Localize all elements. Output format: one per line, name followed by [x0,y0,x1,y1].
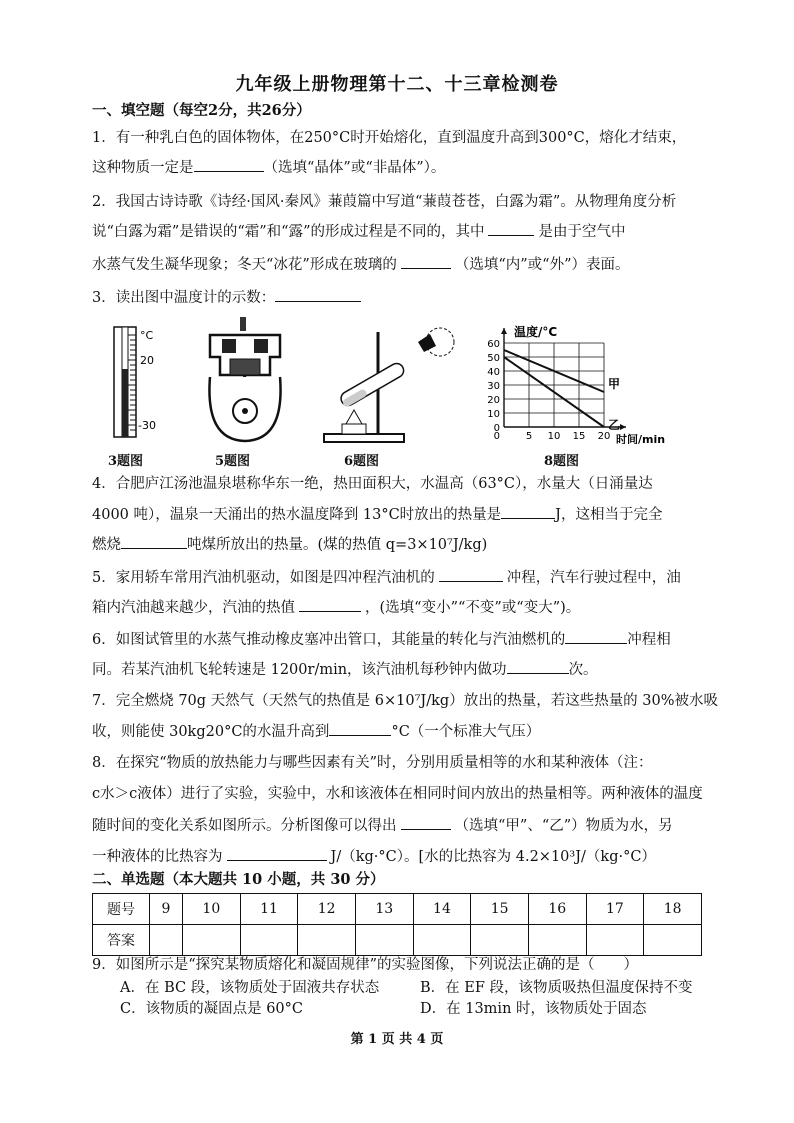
thermometer-tick-top: 20 [140,354,154,367]
q8-line3 [92,815,702,836]
q6-text-d: 次。 [568,662,598,678]
q8-text-c: 一种液体的比热容为 [92,849,223,865]
x-axis-label: 时间/min [616,433,666,444]
answer-table-header-answer: 答案 [93,925,150,956]
rubber-stopper [418,334,436,352]
y-axis-label: 温度/°C [514,325,558,339]
q2-text-c: 水蒸气发生凝华现象；冬天“冰花”形成在玻璃的 [92,257,397,273]
answer-cell-10[interactable] [183,925,241,956]
q9-stem: 9．如图所示是“探究某物质熔化和凝固规律”的实验图像，下列说法正确的是（ ） [92,957,639,973]
y-tick-label: 0 [493,423,500,434]
q2-text-d: （选填“内”或“外”）表面。 [454,257,630,273]
x-axis-arrow [620,424,626,430]
q5-text-d: ，(选填“变小”“不变”或“变大”)。 [365,600,581,616]
q6-text-b: 冲程相 [627,632,671,648]
q8-text-a: 随时间的变化关系如图所示。分析图像可以得出 [92,818,397,834]
q6-answer-blank-2[interactable] [507,659,569,674]
y-tick-label: 40 [487,367,500,378]
q4-text-d: 吨煤所放出的热量。(煤的热值 q=3×10⁷J/kg) [187,537,488,553]
q4-line1: 4．合肥庐江汤池温泉堪称华东一绝，热田面积大，水温高（63°C），水量大（日涌量达 [92,476,653,492]
y-tick-label: 60 [487,339,500,350]
question-number-16: 16 [528,894,586,925]
y-tick-label: 50 [487,353,500,364]
q6-answer-blank-1[interactable] [565,629,627,644]
answer-cell-13[interactable] [355,925,413,956]
thermometer-liquid [122,369,128,437]
q9-option-a[interactable]: A．在 BC 段，该物质处于固液共存状态 [120,980,380,996]
q2-line1: 2．我国古诗诗歌《诗经·国风·秦风》蒹葭篇中写道“蒹葭苍苍，白露为霜”。从物理角度分析 [92,194,677,210]
figure5-label: 5题图 [215,454,251,469]
question-number-15: 15 [471,894,529,925]
question-number-13: 13 [355,894,413,925]
q9-option-c[interactable]: C．该物质的凝固点是 60°C [120,1001,303,1017]
answer-cell-12[interactable] [298,925,356,956]
x-tick-label: 20 [597,431,611,442]
q4-line2 [92,504,702,525]
q3-line1 [92,287,702,308]
question-number-18: 18 [644,894,702,925]
q8-line2: c水＞c液体）进行了实验，实验中，水和该液体在相同时间内放出的热量相等。两种液体的温度 [92,786,703,802]
q1-line1: 1．有一种乳白色的固体物体，在250°C时开始熔化，直到温度升高到300°C，熔化才结束， [92,130,687,146]
figure8-label: 8题图 [544,454,580,469]
q6-text-a: 6．如图试管里的水蒸气推动橡皮塞冲出管口，其能量的转化与汽油燃机的 [92,632,566,648]
q8-line1: 8．在探究“物质的放热能力与哪些因素有关”时，分别用质量相等的水和某种液体（注： [92,755,653,771]
answer-cell-14[interactable] [413,925,471,956]
q8-line4 [92,846,702,867]
q2-text-b: 是由于空气中 [538,224,626,240]
q6-line1 [92,629,702,650]
q8-answer-blank-2[interactable] [227,846,327,861]
y-tick-label: 10 [487,409,500,420]
q4-answer-blank-2[interactable] [121,534,187,549]
q2-line2 [92,221,702,242]
section-fill-blank-heading: 一、填空题（每空2分，共26分） [92,102,311,119]
y-axis-arrow [501,328,507,334]
q4-text-b: J，这相当于完全 [555,507,663,523]
page-footer: 第 1 页 共 4 页 [350,1032,444,1047]
x-tick-label: 5 [525,431,533,442]
q5-text-a: 5．家用轿车常用汽油机驱动，如图是四冲程汽油机的 [92,570,435,586]
q4-line3 [92,534,702,555]
thermometer-tick-bottom-value: 30 [141,419,156,432]
question-number-10: 10 [183,894,241,925]
figure3-label: 3题图 [108,454,144,469]
piston [230,359,260,375]
q6-line2 [92,659,702,680]
intake-valve [222,339,236,353]
q2-answer-blank-2[interactable] [401,254,451,269]
q1-answer-blank[interactable] [194,157,264,172]
question-number-11: 11 [240,894,298,925]
question-number-17: 17 [586,894,644,925]
test-tube-figure [318,312,458,444]
q7-answer-blank[interactable] [329,721,391,736]
series-label-2: 乙 [608,418,621,432]
q7-text-a: 收，则能使 30kg20°C的水温升高到 [92,724,330,740]
q4-text-c: 燃烧 [92,537,121,553]
q3-text: 3．读出图中温度计的示数： [92,290,276,306]
q7-line1: 7．完全燃烧 70g 天然气（天然气的热值是 6×10⁷J/kg）放出的热量，若这些热量的 30%被水吸 [92,693,719,709]
q5-answer-blank-1[interactable] [439,567,503,582]
question-number-9: 9 [150,894,183,925]
answer-cell-15[interactable] [471,925,529,956]
thermometer-figure [108,325,168,440]
thermometer-tick-bottom: -30 [138,419,156,432]
q5-text-b: 冲程，汽车行驶过程中，油 [506,570,681,586]
q5-line2 [92,597,702,618]
answer-table [92,893,702,956]
figure6-label: 6题图 [344,454,380,469]
temperature-time-chart [482,322,692,444]
answer-table-answer-row [93,925,702,956]
y-tick-label: 20 [487,395,500,406]
q1-text-a: 这种物质一定是 [92,160,194,176]
x-tick-label: 10 [547,431,561,442]
stand-base [324,434,404,442]
q1-text-b: （选填“晶体”或“非晶体”）。 [263,160,446,176]
crank-center [242,408,248,414]
q6-text-c: 同。若某汽油机飞轮转速是 1200r/min，该汽油机每秒钟内做功 [92,662,507,678]
q4-text-a: 4000 吨），温泉一天涌出的热水温度降到 13°C时放出的热量是 [92,507,502,523]
q2-line3 [92,254,702,275]
y-tick-label: 30 [487,381,500,392]
x-tick-label: 15 [572,431,586,442]
answer-table-header-number: 题号 [93,894,150,925]
origin-label: 0 [493,431,500,442]
q9-option-d[interactable]: D．在 13min 时，该物质处于固态 [420,1001,647,1017]
question-number-14: 14 [413,894,471,925]
answer-cell-16[interactable] [528,925,586,956]
q7-line2 [92,721,702,742]
q5-text-c: 箱内汽油越来越少，汽油的热值 [92,600,295,616]
q4-answer-blank-1[interactable] [501,504,555,519]
alcohol-lamp-flame [346,410,362,424]
answer-cell-18[interactable] [644,925,702,956]
q5-answer-blank-2[interactable] [299,597,361,612]
q1-line2 [92,157,702,178]
page-title: 九年级上册物理第十二、十三章检测卷 [235,74,559,95]
q2-answer-blank-1[interactable] [488,221,534,236]
question-number-12: 12 [298,894,356,925]
q9-option-b[interactable]: B．在 EF 段，该物质吸热但温度保持不变 [420,980,693,996]
q5-line1 [92,567,702,588]
spark-plug [240,317,246,331]
q2-text-a: 说“白露为霜”是错误的“霜”和“露”的形成过程是不同的，其中 [92,224,485,240]
answer-cell-17[interactable] [586,925,644,956]
exhaust-valve [254,339,268,353]
q8-answer-blank-1[interactable] [401,815,451,830]
answer-table-number-row [93,894,702,925]
alcohol-lamp [342,424,366,434]
answer-cell-11[interactable] [240,925,298,956]
q8-text-d: J/（kg·°C）。[水的比热容为 4.2×10³J/（kg·°C） [330,849,656,865]
answer-cell-9[interactable] [150,925,183,956]
q8-text-b: （选填“甲”、“乙”）物质为水，另 [454,818,673,834]
section-single-choice-heading: 二、单选题（本大题共 10 小题，共 30 分） [92,871,385,888]
series-label-1: 甲 [608,377,621,391]
q7-text-b: °C（一个标准大气压） [391,724,541,740]
test-tube [339,361,407,408]
q3-answer-blank[interactable] [275,287,361,302]
thermometer-unit: °C [140,329,154,342]
engine-figure [200,315,290,443]
